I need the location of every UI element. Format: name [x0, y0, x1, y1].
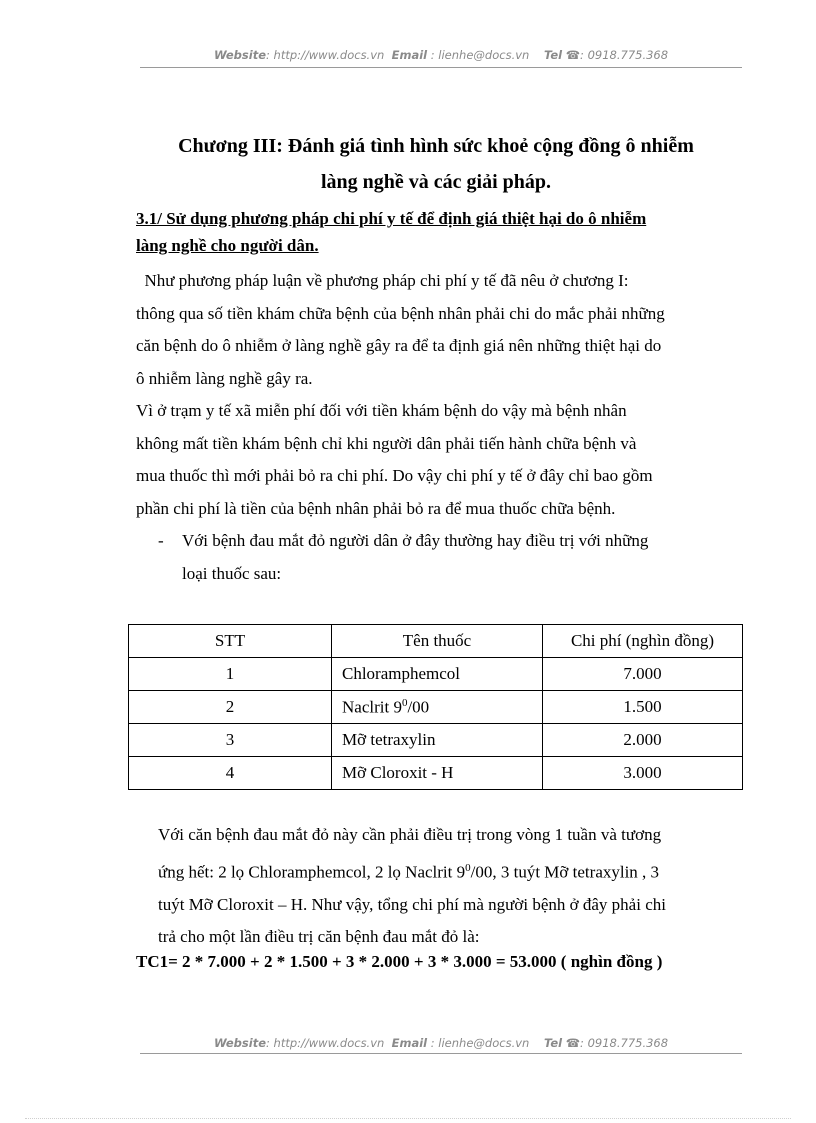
email-label: Email	[391, 48, 428, 62]
website-value[interactable]: : http://www.docs.vn	[266, 1036, 385, 1050]
chapter-title-line-2: làng nghề và các giải pháp.	[320, 171, 552, 193]
page-bottom-border	[25, 1118, 791, 1119]
section-heading-line-2: làng nghề cho người dân.	[136, 236, 319, 255]
paragraph-line: Vì ở trạm y tế xã miễn phí đối với tiền khám bệnh do vậy mà bệnh nhân	[136, 401, 627, 420]
cell-medicine	[332, 691, 543, 724]
footer-divider	[140, 1053, 742, 1054]
tel-label: Tel	[543, 48, 563, 62]
medicine-cost-table	[128, 624, 743, 790]
medicine-name-tail: /00	[407, 697, 430, 717]
line-part: /00, 3 tuýt Mỡ tetraxylin , 3	[470, 862, 660, 882]
paragraph-line: phần chi phí là tiền của bệnh nhân phải bỏ ra để mua thuốc chữa bệnh.	[136, 498, 616, 518]
table-row	[129, 724, 743, 757]
email-value[interactable]: : lienhe@docs.vn	[430, 48, 530, 62]
total-cost-formula: TC1= 2 * 7.000 + 2 * 1.500 + 3 * 2.000 + 3 * 3.000 = 53.000 ( nghìn đồng )	[136, 952, 663, 971]
column-header-stt: STT	[129, 625, 332, 658]
table-row	[129, 658, 743, 691]
email-label: Email	[391, 1036, 428, 1050]
tel-label: Tel	[543, 1036, 563, 1050]
cell-medicine	[332, 724, 543, 757]
tel-value: : 0918.775.368	[580, 1036, 669, 1050]
paragraph-line: tuýt Mỡ Cloroxit – H. Như vậy, tổng chi phí mà người bệnh ở đây phải chi	[158, 894, 666, 914]
tel-value: : 0918.775.368	[580, 48, 669, 62]
table-header-row	[129, 625, 743, 658]
medicine-name: Mỡ Cloroxit - H	[342, 763, 454, 782]
cell-medicine	[332, 757, 543, 790]
bullet-item	[158, 525, 164, 558]
table-row	[129, 691, 743, 724]
cell-cost: 7.000	[543, 658, 743, 691]
cell-stt: 4	[129, 757, 332, 790]
line-part: ứng hết: 2 lọ Chloramphemcol, 2 lọ Naclrit 9	[158, 862, 466, 882]
cell-stt: 1	[129, 658, 332, 691]
paragraph-line: trả cho một lần điều trị căn bệnh đau mắt đỏ là:	[158, 927, 480, 947]
paragraph-line: Với căn bệnh đau mắt đỏ này cần phải điều trị trong vòng 1 tuần và tương	[158, 825, 662, 844]
bullet-line-1: Với bệnh đau mắt đỏ người dân ở đây thường hay điều trị với những	[182, 531, 649, 550]
cell-stt: 3	[129, 724, 332, 757]
section-heading-line-1: 3.1/ Sử dụng phương pháp chi phí y tế để định giá thiệt hại do ô nhiễm	[136, 209, 647, 228]
cell-stt: 2	[129, 691, 332, 724]
page-footer	[140, 1036, 742, 1050]
chapter-title	[136, 128, 736, 200]
superscript-zero: 0	[465, 861, 471, 874]
medicine-name: Naclrit 9	[342, 697, 402, 717]
chapter-title-line-1: Chương III: Đánh giá tình hình sức khoẻ cộng đồng ô nhiễm	[178, 135, 694, 157]
paragraph-line: không mất tiền khám bệnh chỉ khi người dân phải tiến hành chữa bệnh và	[136, 433, 637, 453]
email-value[interactable]: : lienhe@docs.vn	[430, 1036, 530, 1050]
column-header-cost: Chi phí (nghìn đồng)	[543, 625, 743, 658]
header-divider	[140, 67, 742, 68]
website-value[interactable]: : http://www.docs.vn	[266, 48, 385, 62]
paragraph-method	[136, 265, 665, 395]
medicine-name: Mỡ tetraxylin	[342, 730, 436, 749]
page-header	[140, 48, 742, 62]
cell-cost: 1.500	[543, 691, 743, 724]
phone-icon: ☎	[565, 48, 581, 62]
cell-cost: 3.000	[543, 757, 743, 790]
paragraph-line	[158, 852, 666, 889]
website-label: Website	[213, 1036, 267, 1050]
paragraph-line: thông qua số tiền khám chữa bệnh của bệnh nhân phải chi do mắc phải những	[136, 303, 665, 323]
phone-icon: ☎	[565, 1036, 581, 1050]
paragraph-costs	[136, 395, 653, 525]
cell-medicine	[332, 658, 543, 691]
medicine-superscript: 0	[401, 696, 408, 709]
paragraph-treatment	[158, 819, 666, 954]
paragraph-line: căn bệnh do ô nhiễm ở làng nghề gây ra để ta định giá nên những thiệt hại do	[136, 336, 662, 355]
cell-cost: 2.000	[543, 724, 743, 757]
medicine-name: Chloramphemcol	[342, 664, 461, 683]
section-heading	[136, 205, 736, 259]
column-header-medicine: Tên thuốc	[332, 625, 543, 658]
paragraph-line: mua thuốc thì mới phải bỏ ra chi phí. Do vậy chi phí y tế ở đây chỉ bao gồm	[136, 466, 653, 485]
bullet-line-2: loại thuốc sau:	[182, 563, 282, 583]
paragraph-line: Như phương pháp luận về phương pháp chi phí y tế đã nêu ở chương I:	[136, 271, 629, 290]
table-row	[129, 757, 743, 790]
bullet-marker: -	[158, 531, 164, 550]
website-label: Website	[213, 48, 267, 62]
paragraph-line: ô nhiễm làng nghề gây ra.	[136, 368, 313, 388]
bullet-text	[182, 525, 648, 590]
